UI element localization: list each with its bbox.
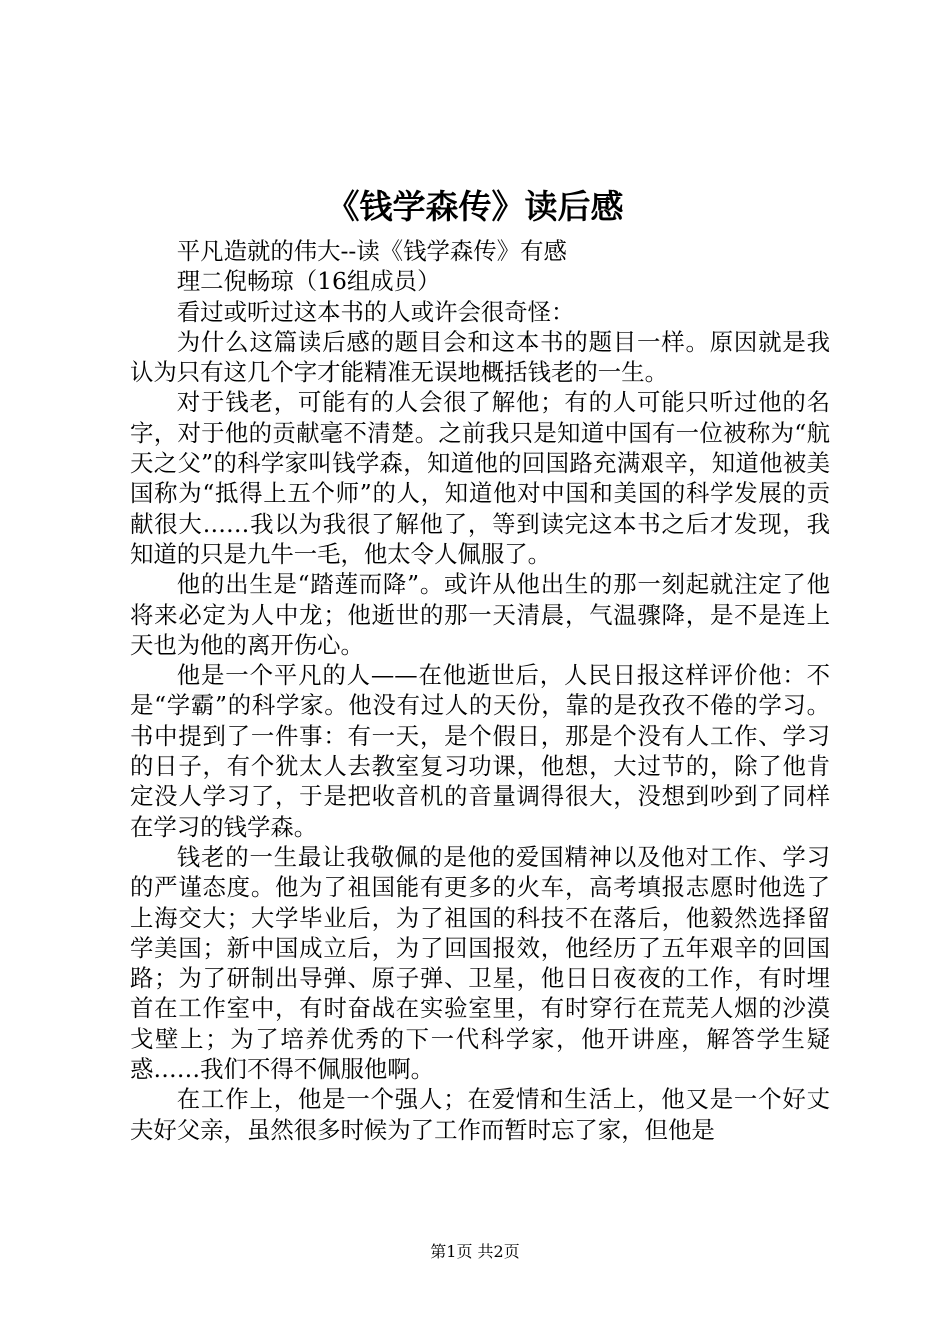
body-paragraph: 他的出生是“踏莲而降”。或许从他出生的那一刻起就注定了他将来必定为人中龙；他逝世的那一天清晨，气温骤降，是不是连上天也为他的离开伤心。 xyxy=(130,570,830,659)
subtitle-line: 平凡造就的伟大--读《钱学森传》有感 xyxy=(176,237,567,265)
body-paragraph: 看过或听过这本书的人或许会很奇怪： xyxy=(176,297,575,326)
document-title: 《钱学森传》读后感 xyxy=(326,187,624,226)
author-line: 理二倪畅琼（16组成员） xyxy=(176,267,441,296)
document-body xyxy=(130,236,830,1145)
body-paragraph: 在工作上，他是一个强人；在爱情和生活上，他又是一个好丈夫好父亲，虽然很多时候为了工作而暂时忘了家，但他是 xyxy=(130,1085,830,1144)
page-footer: 第1页 共2页 xyxy=(430,1242,520,1261)
body-paragraph: 钱老的一生最让我敬佩的是他的爱国精神以及他对工作、学习的严谨态度。他为了祖国能有更多的火车，高考填报志愿时他选了上海交大；大学毕业后，为了祖国的科技不在落后，他毅然选择留学美国；新中国成立后，为了回国报效，他经历了五年艰辛的回国路；为了研制出导弹、原子弹、卫星，他日日夜夜的工作，有时埋首在工作室中，有时奋战在实验室里，有时穿行在荒芜人烟的沙漠戈壁上；为了培养优秀的下一代科学家，他开讲座，解答学生疑惑……我们不得不佩服他啊。 xyxy=(130,842,830,1084)
body-paragraph: 对于钱老，可能有的人会很了解他；有的人可能只听过他的名字，对于他的贡献毫不清楚。之前我只是知道中国有一位被称为“航天之父”的科学家叫钱学森，知道他的回国路充满艰辛，知道他被美国称为“抵得上五个师”的人，知道他对中国和美国的科学发展的贡献很大……我以为我很了解他了，等到读完这本书之后才发现，我知道的只是九牛一毛，他太令人佩服了。 xyxy=(130,388,830,568)
body-paragraph: 他是一个平凡的人——在他逝世后，人民日报这样评价他：不是“学霸”的科学家。他没有过人的天份，靠的是孜孜不倦的学习。书中提到了一件事：有一天，是个假日，那是个没有人工作、学习的日子，有个犹太人去教室复习功课，他想，大过节的，除了他肯定没人学习了，于是把收音机的音量调得很大，没想到吵到了同样在学习的钱学森。 xyxy=(130,661,830,841)
body-paragraph: 为什么这篇读后感的题目会和这本书的题目一样。原因就是我认为只有这几个字才能精准无误地概括钱老的一生。 xyxy=(130,327,830,387)
